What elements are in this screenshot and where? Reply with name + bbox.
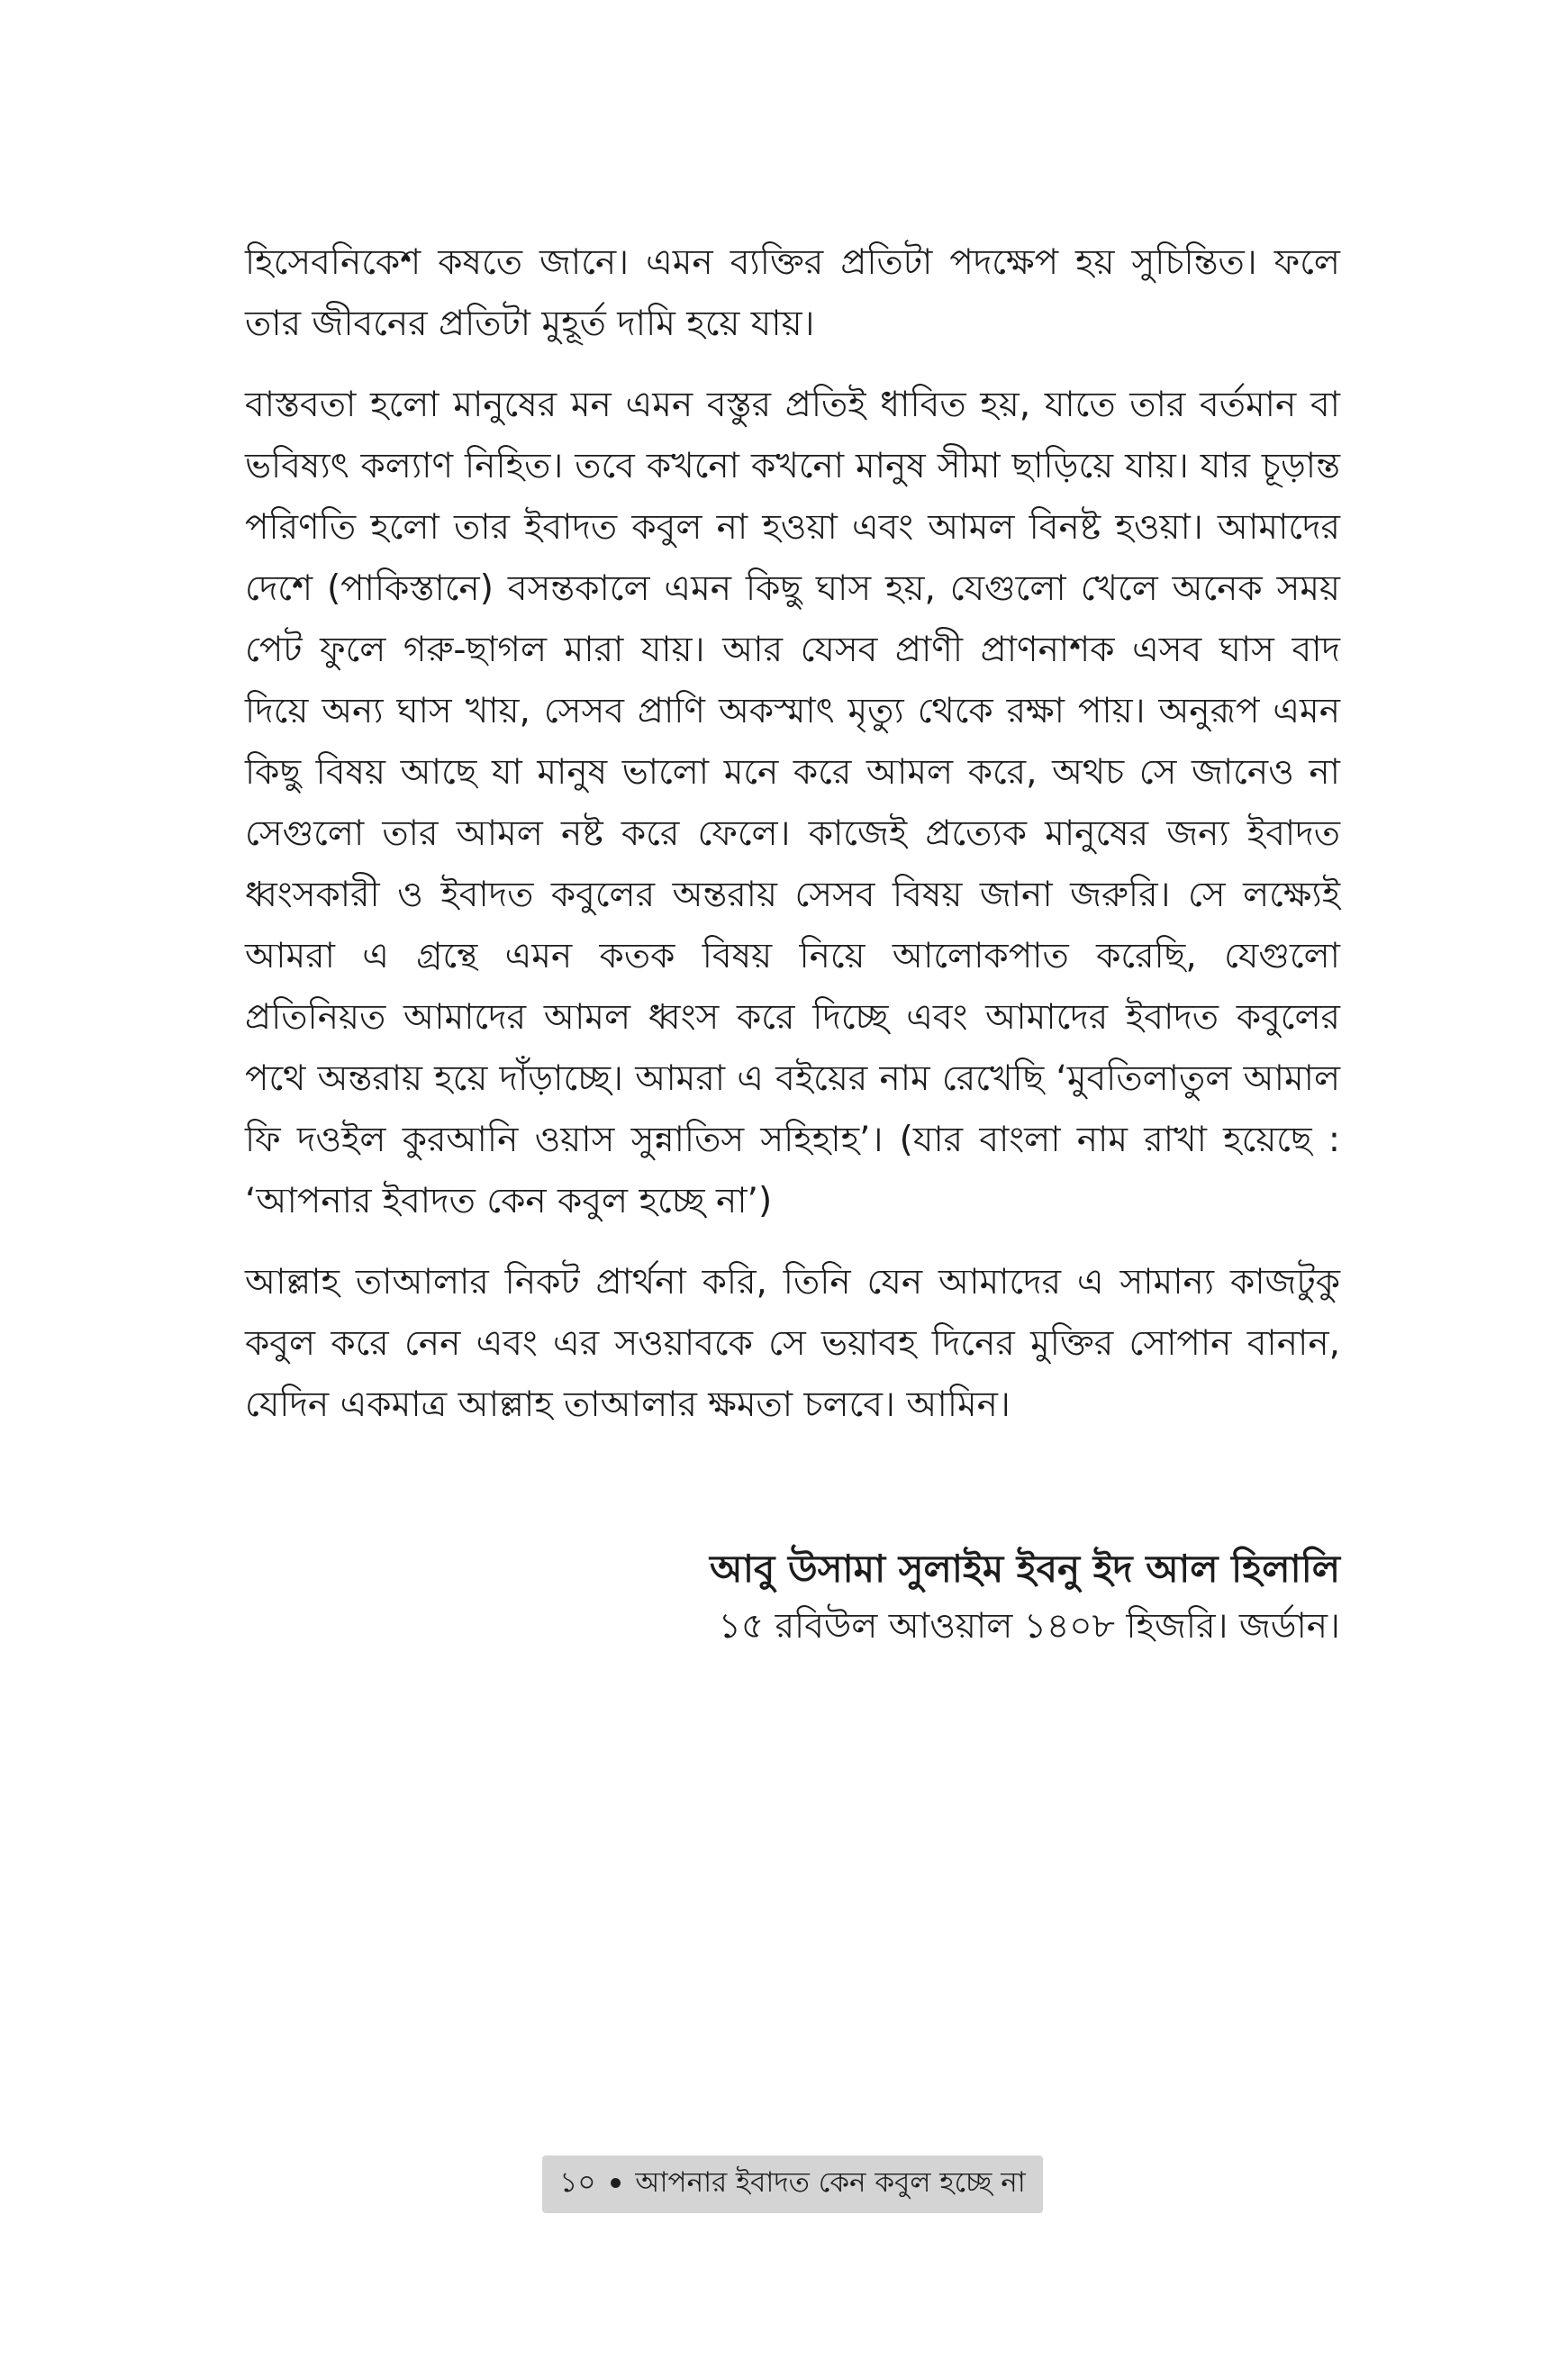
paragraph-main: বাস্তবতা হলো মানুষের মন এমন বস্তুর প্রতিই ধাবিত হয়, যাতে তার বর্তমান বা ভবিষ্যৎ কল্যাণ নিহিত। তবে কখনো কখনো মানুষ সীমা ছাড়িয়ে যায়। যার চূড়ান্ত পরিণতি হলো তার ইবাদত কবুল না হওয়া এবং আমল বিনষ্ট হওয়া। আমাদের দেশে (পাকিস্তানে) বসন্তকালে এমন কিছু ঘাস হয়, যেগুলো খেলে অনেক সময় পেট ফুলে গরু-ছাগল মারা যায়। আর যেসব প্রাণী প্রাণনাশক এসব ঘাস বাদ দিয়ে অন্য ঘাস খায়, সেসব প্রাণি অকস্মাৎ মৃত্যু থেকে রক্ষা পায়। অনুরূপ এমন কিছু বিষয় আছে যা মানুষ ভালো মনে করে আমল করে, অথচ সে জানেও না সেগুলো তার আমল নষ্ট করে ফেলে। কাজেই প্রত্যেক মানুষের জন্য ইবাদত ধ্বংসকারী ও ইবাদত কবুলের অন্তরায় সেসব বিষয় জানা জরুরি। সে লক্ষ্যেই আমরা এ গ্রন্থে এমন কতক বিষয় নিয়ে আলোকপাত করেছি, যেগুলো প্রতিনিয়ত আমাদের আমল ধ্বংস করে দিচ্ছে এবং আমাদের ইবাদত কবুলের পথে অন্তরায় হয়ে দাঁড়াচ্ছে। আমরা এ বইয়ের নাম রেখেছি ‘মুবতিলাতুল আমাল ফি দওইল কুরআনি ওয়াস সুন্নাতিস সহিহাহ’। (যার বাংলা নাম রাখা হয়েছে : ‘আপনার ইবাদত কেন কবুল হচ্ছে না’) <box>245 385 1340 1221</box>
footer-separator: • <box>606 2168 625 2201</box>
author-name: আবু উসামা সুলাইম ইবনু ইদ আল হিলালি <box>710 1547 1340 1591</box>
page-number: ১০ <box>559 2166 596 2199</box>
paragraph-prayer: আল্লাহ তাআলার নিকট প্রার্থনা করি, তিনি যেন আমাদের এ সামান্য কাজটুকু কবুল করে নেন এবং এর সওয়াবকে সে ভয়াবহ দিনের মুক্তির সোপান বানান, যেদিন একমাত্র আল্লাহ তাআলার ক্ষমতা চলবে। আমিন। <box>245 1262 1340 1425</box>
running-title: আপনার ইবাদত কেন কবুল হচ্ছে না <box>635 2166 1026 2199</box>
body-text <box>245 232 1340 1456</box>
author-signature <box>710 1540 1340 1656</box>
page-footer <box>542 2156 1043 2213</box>
signature-date: ১৫ রবিউল আওয়াল ১৪০৮ হিজরি। জর্ডান। <box>718 1606 1340 1647</box>
paragraph-continuation: হিসেবনিকেশ কষতে জানে। এমন ব্যক্তির প্রতিটা পদক্ষেপ হয় সুচিন্তিত। ফলে তার জীবনের প্রতিটা মুহূর্ত দামি হয়ে যায়। <box>245 242 1340 344</box>
